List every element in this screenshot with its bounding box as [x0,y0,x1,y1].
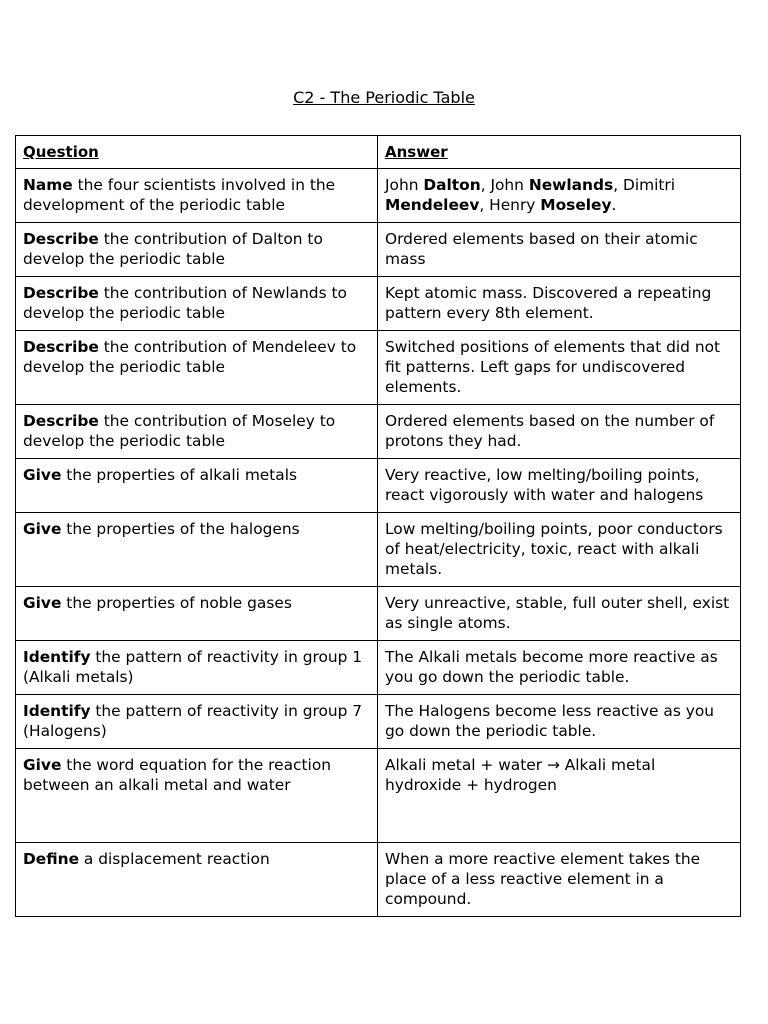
question-cell [16,749,378,843]
answer-text: Ordered elements based on their atomic mass [385,230,698,268]
answer-key-term: Mendeleev [385,196,480,214]
answer-key-term: Moseley [540,196,612,214]
answer-text: Kept atomic mass. Discovered a repeating pattern every 8th element. [385,284,712,322]
question-cell [16,695,378,749]
answer-text: Ordered elements based on the number of protons they had. [385,412,715,450]
table-row [16,695,741,749]
question-text: the contribution of Mendeleev to develop the periodic table [23,338,357,376]
question-command-word: Describe [23,230,99,248]
question-header-label: Question [23,143,99,161]
table-body [16,169,741,917]
question-text: the contribution of Dalton to develop the periodic table [23,230,323,268]
table-row [16,749,741,843]
question-cell [16,223,378,277]
question-cell [16,587,378,641]
answer-text: , John [480,176,529,194]
table-row [16,223,741,277]
answer-text: , Henry [479,196,541,214]
answer-text: When a more reactive element takes the place of a less reactive element in a compound. [385,850,701,908]
answer-key-term: Dalton [423,176,481,194]
table-row [16,513,741,587]
answer-text: Very unreactive, stable, full outer shell, exist as single atoms. [385,594,730,632]
answer-text: Very reactive, low melting/boiling points, react vigorously with water and halogens [385,466,704,504]
table-row [16,331,741,405]
question-text: the pattern of reactivity in group 7 (Halogens) [23,702,363,740]
answer-cell [378,331,741,405]
question-text: a displacement reaction [79,850,270,868]
question-command-word: Give [23,594,62,612]
answer-cell [378,169,741,223]
answer-text: . [611,196,617,214]
page-title: C2 - The Periodic Table [293,88,475,107]
answer-cell [378,277,741,331]
answer-key-term: Newlands [528,176,614,194]
answer-cell [378,513,741,587]
question-cell [16,405,378,459]
answer-text: , Dimitri [613,176,676,194]
question-command-word: Give [23,756,62,774]
question-command-word: Identify [23,702,91,720]
answer-text: John [385,176,424,194]
question-text: the properties of the halogens [61,520,300,538]
answer-cell [378,843,741,917]
question-cell [16,331,378,405]
question-command-word: Identify [23,648,91,666]
question-cell [16,641,378,695]
question-command-word: Define [23,850,80,868]
table-row [16,641,741,695]
question-cell [16,843,378,917]
answer-text: Low melting/boiling points, poor conductors of heat/electricity, toxic, react with alkali metals. [385,520,723,578]
answer-cell [378,405,741,459]
question-text: the word equation for the reaction between an alkali metal and water [23,756,331,794]
question-text: the pattern of reactivity in group 1 (Alkali metals) [23,648,363,686]
question-text: the contribution of Newlands to develop the periodic table [23,284,347,322]
table-header-row [16,136,741,169]
answer-text: The Halogens become less reactive as you go down the periodic table. [385,702,715,740]
answer-cell [378,587,741,641]
question-cell [16,169,378,223]
table-row [16,405,741,459]
answer-cell [378,641,741,695]
question-cell [16,459,378,513]
answer-header-label: Answer [385,143,448,161]
answer-cell [378,749,741,843]
question-text: the properties of noble gases [61,594,292,612]
answer-cell [378,223,741,277]
answer-cell [378,695,741,749]
answer-text: Switched positions of elements that did not fit patterns. Left gaps for undiscovered elements. [385,338,721,396]
question-command-word: Give [23,466,62,484]
question-text: the contribution of Moseley to develop the periodic table [23,412,336,450]
question-command-word: Describe [23,338,99,356]
table-row [16,843,741,917]
question-text: the four scientists involved in the development of the periodic table [23,176,336,214]
question-cell [16,513,378,587]
question-column-header [16,136,378,169]
question-command-word: Describe [23,284,99,302]
question-command-word: Describe [23,412,99,430]
answer-text: Alkali metal + water → Alkali metal hydroxide + hydrogen [385,756,656,794]
answer-column-header [378,136,741,169]
question-cell [16,277,378,331]
question-command-word: Name [23,176,73,194]
table-row [16,459,741,513]
table-row [16,587,741,641]
question-command-word: Give [23,520,62,538]
table-row [16,169,741,223]
table-row [16,277,741,331]
answer-cell [378,459,741,513]
answer-text: The Alkali metals become more reactive as you go down the periodic table. [385,648,718,686]
qa-table [15,135,741,917]
question-text: the properties of alkali metals [61,466,298,484]
